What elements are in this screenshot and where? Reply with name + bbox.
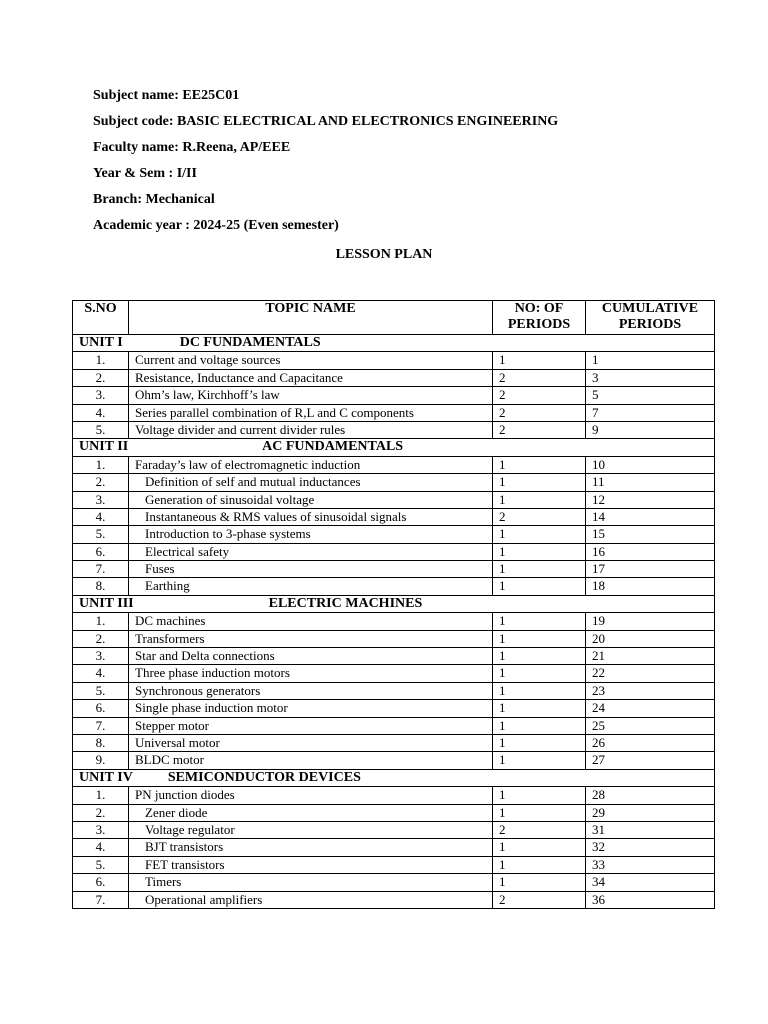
row-periods: 1 — [493, 526, 586, 543]
row-topic: Universal motor — [129, 734, 493, 751]
row-sno: 5. — [73, 856, 129, 873]
row-topic: Voltage regulator — [129, 821, 493, 838]
row-periods: 1 — [493, 561, 586, 578]
row-topic: Zener diode — [129, 804, 493, 821]
row-sno: 3. — [73, 648, 129, 665]
row-topic: FET transistors — [129, 856, 493, 873]
faculty-name: Faculty name: R.Reena, AP/EEE — [93, 140, 291, 155]
row-cumulative: 21 — [586, 648, 715, 665]
table-row — [73, 543, 715, 560]
unit-title: DC FUNDAMENTALS — [179, 335, 321, 350]
row-sno: 4. — [73, 404, 129, 421]
row-topic: Star and Delta connections — [129, 648, 493, 665]
table-row — [73, 578, 715, 595]
unit-label: UNIT IV — [79, 769, 133, 785]
unit-title: AC FUNDAMENTALS — [262, 439, 404, 455]
row-sno: 4. — [73, 665, 129, 682]
unit-label: UNIT I — [79, 335, 123, 350]
row-sno: 3. — [73, 491, 129, 508]
row-topic: Faraday’s law of electromagnetic induction — [129, 456, 493, 473]
table-row — [73, 856, 715, 873]
row-topic: Synchronous generators — [129, 682, 493, 699]
table-row — [73, 491, 715, 508]
row-topic: PN junction diodes — [129, 787, 493, 804]
table-body — [73, 335, 715, 909]
row-topic: Single phase induction motor — [129, 700, 493, 717]
row-periods: 1 — [493, 682, 586, 699]
unit-header-cell — [73, 335, 715, 352]
table-row — [73, 474, 715, 491]
unit-label: UNIT III — [79, 595, 134, 611]
table-row — [73, 456, 715, 473]
row-cumulative: 33 — [586, 856, 715, 873]
unit-header-row — [73, 439, 715, 456]
row-periods: 1 — [493, 665, 586, 682]
row-periods: 2 — [493, 404, 586, 421]
row-periods: 1 — [493, 474, 586, 491]
unit-header-cell — [73, 439, 715, 456]
table-row — [73, 526, 715, 543]
unit-header-cell — [73, 769, 715, 786]
row-cumulative: 32 — [586, 839, 715, 856]
row-periods: 1 — [493, 352, 586, 369]
table-row — [73, 404, 715, 421]
table-row — [73, 665, 715, 682]
unit-header-row — [73, 595, 715, 612]
row-cumulative: 27 — [586, 752, 715, 769]
row-cumulative: 9 — [586, 421, 715, 438]
row-periods: 2 — [493, 508, 586, 525]
row-cumulative: 29 — [586, 804, 715, 821]
table-row — [73, 613, 715, 630]
row-cumulative: 3 — [586, 369, 715, 386]
row-sno: 8. — [73, 734, 129, 751]
row-topic: Three phase induction motors — [129, 665, 493, 682]
row-periods: 1 — [493, 700, 586, 717]
row-sno: 1. — [73, 613, 129, 630]
row-periods: 1 — [493, 630, 586, 647]
table-row — [73, 891, 715, 908]
table-row — [73, 561, 715, 578]
row-periods: 2 — [493, 891, 586, 908]
row-sno: 3. — [73, 821, 129, 838]
row-sno: 7. — [73, 717, 129, 734]
row-cumulative: 34 — [586, 874, 715, 891]
row-sno: 2. — [73, 369, 129, 386]
row-cumulative: 11 — [586, 474, 715, 491]
subject-name: Subject name: EE25C01 — [93, 88, 240, 103]
row-sno: 5. — [73, 526, 129, 543]
table-row — [73, 369, 715, 386]
row-topic: Voltage divider and current divider rules — [129, 421, 493, 438]
row-topic: Timers — [129, 874, 493, 891]
row-topic: Current and voltage sources — [129, 352, 493, 369]
table-header-row — [73, 301, 715, 335]
row-periods: 1 — [493, 717, 586, 734]
row-periods: 1 — [493, 543, 586, 560]
row-periods: 1 — [493, 804, 586, 821]
row-periods: 1 — [493, 752, 586, 769]
row-topic: Earthing — [129, 578, 493, 595]
row-topic: Transformers — [129, 630, 493, 647]
row-cumulative: 17 — [586, 561, 715, 578]
row-periods: 1 — [493, 734, 586, 751]
row-sno: 3. — [73, 387, 129, 404]
header-periods: NO: OF PERIODS — [493, 301, 586, 335]
row-cumulative: 24 — [586, 700, 715, 717]
header-sno: S.NO — [73, 301, 129, 335]
row-cumulative: 22 — [586, 665, 715, 682]
unit-header-row — [73, 335, 715, 352]
row-cumulative: 10 — [586, 456, 715, 473]
row-cumulative: 23 — [586, 682, 715, 699]
table-row — [73, 387, 715, 404]
row-topic: Fuses — [129, 561, 493, 578]
row-sno: 6. — [73, 543, 129, 560]
table-row — [73, 734, 715, 751]
row-periods: 1 — [493, 839, 586, 856]
row-sno: 2. — [73, 804, 129, 821]
row-sno: 8. — [73, 578, 129, 595]
table-row — [73, 682, 715, 699]
row-topic: Stepper motor — [129, 717, 493, 734]
row-periods: 1 — [493, 578, 586, 595]
table-row — [73, 352, 715, 369]
row-sno: 6. — [73, 874, 129, 891]
row-sno: 5. — [73, 421, 129, 438]
row-sno: 1. — [73, 787, 129, 804]
unit-label: UNIT II — [79, 439, 129, 455]
table-row — [73, 648, 715, 665]
row-cumulative: 28 — [586, 787, 715, 804]
page-title: LESSON PLAN — [335, 247, 433, 262]
row-topic: BJT transistors — [129, 839, 493, 856]
row-cumulative: 15 — [586, 526, 715, 543]
row-periods: 2 — [493, 387, 586, 404]
table-row — [73, 874, 715, 891]
row-cumulative: 16 — [586, 543, 715, 560]
table-row — [73, 839, 715, 856]
row-cumulative: 20 — [586, 630, 715, 647]
row-topic: Resistance, Inductance and Capacitance — [129, 369, 493, 386]
row-cumulative: 5 — [586, 387, 715, 404]
row-periods: 2 — [493, 369, 586, 386]
row-cumulative: 7 — [586, 404, 715, 421]
table-row — [73, 804, 715, 821]
row-topic: Series parallel combination of R,L and C components — [129, 404, 493, 421]
row-sno: 6. — [73, 700, 129, 717]
row-cumulative: 14 — [586, 508, 715, 525]
table-row — [73, 700, 715, 717]
unit-header-cell — [73, 595, 715, 612]
row-sno: 1. — [73, 352, 129, 369]
table-row — [73, 821, 715, 838]
unit-header-row — [73, 769, 715, 786]
row-topic: Definition of self and mutual inductances — [129, 474, 493, 491]
row-sno: 5. — [73, 682, 129, 699]
row-sno: 2. — [73, 474, 129, 491]
table-row — [73, 508, 715, 525]
row-sno: 7. — [73, 891, 129, 908]
row-topic: Ohm’s law, Kirchhoff’s law — [129, 387, 493, 404]
row-sno: 4. — [73, 839, 129, 856]
row-topic: BLDC motor — [129, 752, 493, 769]
row-periods: 1 — [493, 613, 586, 630]
table-row — [73, 630, 715, 647]
row-topic: Generation of sinusoidal voltage — [129, 491, 493, 508]
row-cumulative: 18 — [586, 578, 715, 595]
header-cumulative: CUMULATIVE PERIODS — [586, 301, 715, 335]
row-sno: 2. — [73, 630, 129, 647]
row-topic: Electrical safety — [129, 543, 493, 560]
table-row — [73, 752, 715, 769]
row-topic: Instantaneous & RMS values of sinusoidal signals — [129, 508, 493, 525]
row-cumulative: 31 — [586, 821, 715, 838]
row-cumulative: 1 — [586, 352, 715, 369]
lesson-plan-table — [72, 300, 715, 909]
course-header — [93, 86, 558, 242]
row-periods: 2 — [493, 421, 586, 438]
table-row — [73, 717, 715, 734]
row-sno: 7. — [73, 561, 129, 578]
row-sno: 1. — [73, 456, 129, 473]
table-row — [73, 787, 715, 804]
row-cumulative: 26 — [586, 734, 715, 751]
academic-year: Academic year : 2024-25 (Even semester) — [93, 218, 339, 233]
row-topic: Introduction to 3-phase systems — [129, 526, 493, 543]
row-topic: DC machines — [129, 613, 493, 630]
subject-code: Subject code: BASIC ELECTRICAL AND ELECTRONICS ENGINEERING — [93, 114, 559, 129]
table-row — [73, 421, 715, 438]
row-periods: 1 — [493, 648, 586, 665]
row-topic: Operational amplifiers — [129, 891, 493, 908]
row-cumulative: 25 — [586, 717, 715, 734]
row-periods: 1 — [493, 491, 586, 508]
row-periods: 2 — [493, 821, 586, 838]
row-periods: 1 — [493, 856, 586, 873]
row-cumulative: 12 — [586, 491, 715, 508]
branch: Branch: Mechanical — [93, 192, 215, 207]
year-sem: Year & Sem : I/II — [93, 166, 197, 181]
row-periods: 1 — [493, 874, 586, 891]
row-periods: 1 — [493, 456, 586, 473]
row-sno: 4. — [73, 508, 129, 525]
row-periods: 1 — [493, 787, 586, 804]
unit-title: ELECTRIC MACHINES — [268, 595, 423, 611]
row-sno: 9. — [73, 752, 129, 769]
row-cumulative: 36 — [586, 891, 715, 908]
header-topic: TOPIC NAME — [129, 301, 493, 335]
row-cumulative: 19 — [586, 613, 715, 630]
unit-title: SEMICONDUCTOR DEVICES — [167, 769, 361, 785]
